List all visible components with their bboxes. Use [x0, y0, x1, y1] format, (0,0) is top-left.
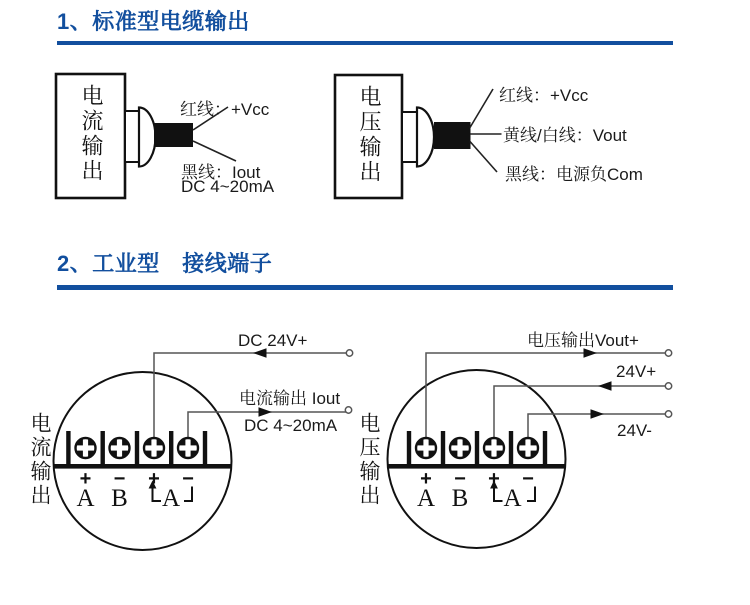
terminal-letter: A	[161, 485, 181, 512]
terminal-divider	[407, 431, 411, 465]
section2-rule	[57, 285, 673, 290]
terminal-divider	[543, 431, 547, 465]
screw-icon	[109, 438, 130, 459]
p24-wire-label: 24V+	[616, 362, 657, 381]
wire-end-terminal	[345, 407, 351, 413]
lead-line-black	[470, 142, 497, 173]
cable	[434, 122, 471, 149]
screw-icon	[416, 438, 437, 459]
terminal-divider	[441, 431, 445, 465]
terminal-letter: A	[503, 485, 522, 512]
screw-icon	[75, 438, 96, 459]
voltage-device-label: 电压输出	[357, 85, 382, 185]
screw-icon	[178, 438, 199, 459]
screw-icon	[484, 438, 505, 459]
terminal-divider	[101, 431, 105, 465]
terminal-sign: +	[488, 468, 500, 490]
wire-label-red: 红线：+Vcc	[180, 100, 270, 119]
gland-dome	[417, 108, 434, 167]
terminal-letter: B	[451, 485, 469, 512]
wire-label-black: 黑线：电源负Com	[505, 165, 643, 184]
terminal-sign: +	[148, 468, 160, 490]
wire-end-terminal	[665, 411, 671, 417]
cable	[154, 123, 193, 147]
terminal-divider	[509, 431, 513, 465]
terminal-divider	[66, 431, 70, 465]
gland-neck	[402, 112, 417, 162]
screw-icon	[450, 438, 471, 459]
gland-neck	[125, 111, 139, 162]
wire-label-red: 红线：+Vcc	[499, 86, 589, 105]
terminal-letter: B	[111, 485, 128, 512]
arrowhead-right-icon	[591, 409, 605, 418]
power-wire-label: DC 24V+	[238, 331, 308, 350]
terminal-divider	[203, 431, 207, 465]
section1-title: 1、标准型电缆输出	[57, 9, 250, 34]
terminal-sign: −	[113, 468, 126, 490]
terminal-divider	[169, 431, 173, 465]
wire-end-terminal	[665, 383, 671, 389]
terminal-sign: +	[79, 468, 92, 490]
terminal-sign: −	[182, 468, 194, 490]
wire-end-terminal	[346, 350, 352, 356]
terminal-divider	[135, 431, 139, 465]
wire-end-terminal	[665, 350, 671, 356]
wire-label-black-sub: DC 4~20mA	[181, 177, 275, 196]
voltage-device-label: 电压输出	[357, 412, 380, 508]
lead-line-red	[470, 89, 493, 128]
gland-dome	[139, 108, 156, 167]
output-wire-sublabel: DC 4~20mA	[244, 416, 338, 435]
terminal-sign: −	[522, 468, 534, 490]
wire-label-black: 黑线：Iout	[181, 163, 261, 182]
terminal-letter: A	[416, 485, 436, 512]
output-wire-label: 电流输出 Iout	[239, 389, 341, 408]
terminal-sign: −	[454, 468, 466, 490]
vout-wire-label: 电压输出Vout+	[527, 331, 639, 350]
terminal-sign: +	[420, 468, 432, 490]
screw-icon	[144, 438, 165, 459]
wire-label-yellow: 黄线/白线：Vout	[503, 126, 627, 145]
current-device-label: 电流输出	[79, 84, 104, 184]
section2-title: 2、工业型 接线端子	[57, 251, 273, 276]
terminal-current-art	[54, 348, 353, 550]
terminal-divider	[475, 431, 479, 465]
terminal-letter: A	[76, 485, 95, 512]
section1-rule	[57, 41, 673, 46]
current-device-label: 电流输出	[28, 412, 51, 508]
screw-icon	[518, 438, 539, 459]
arrowhead-left-icon	[598, 381, 612, 390]
n24-wire-label: 24V-	[617, 421, 652, 440]
